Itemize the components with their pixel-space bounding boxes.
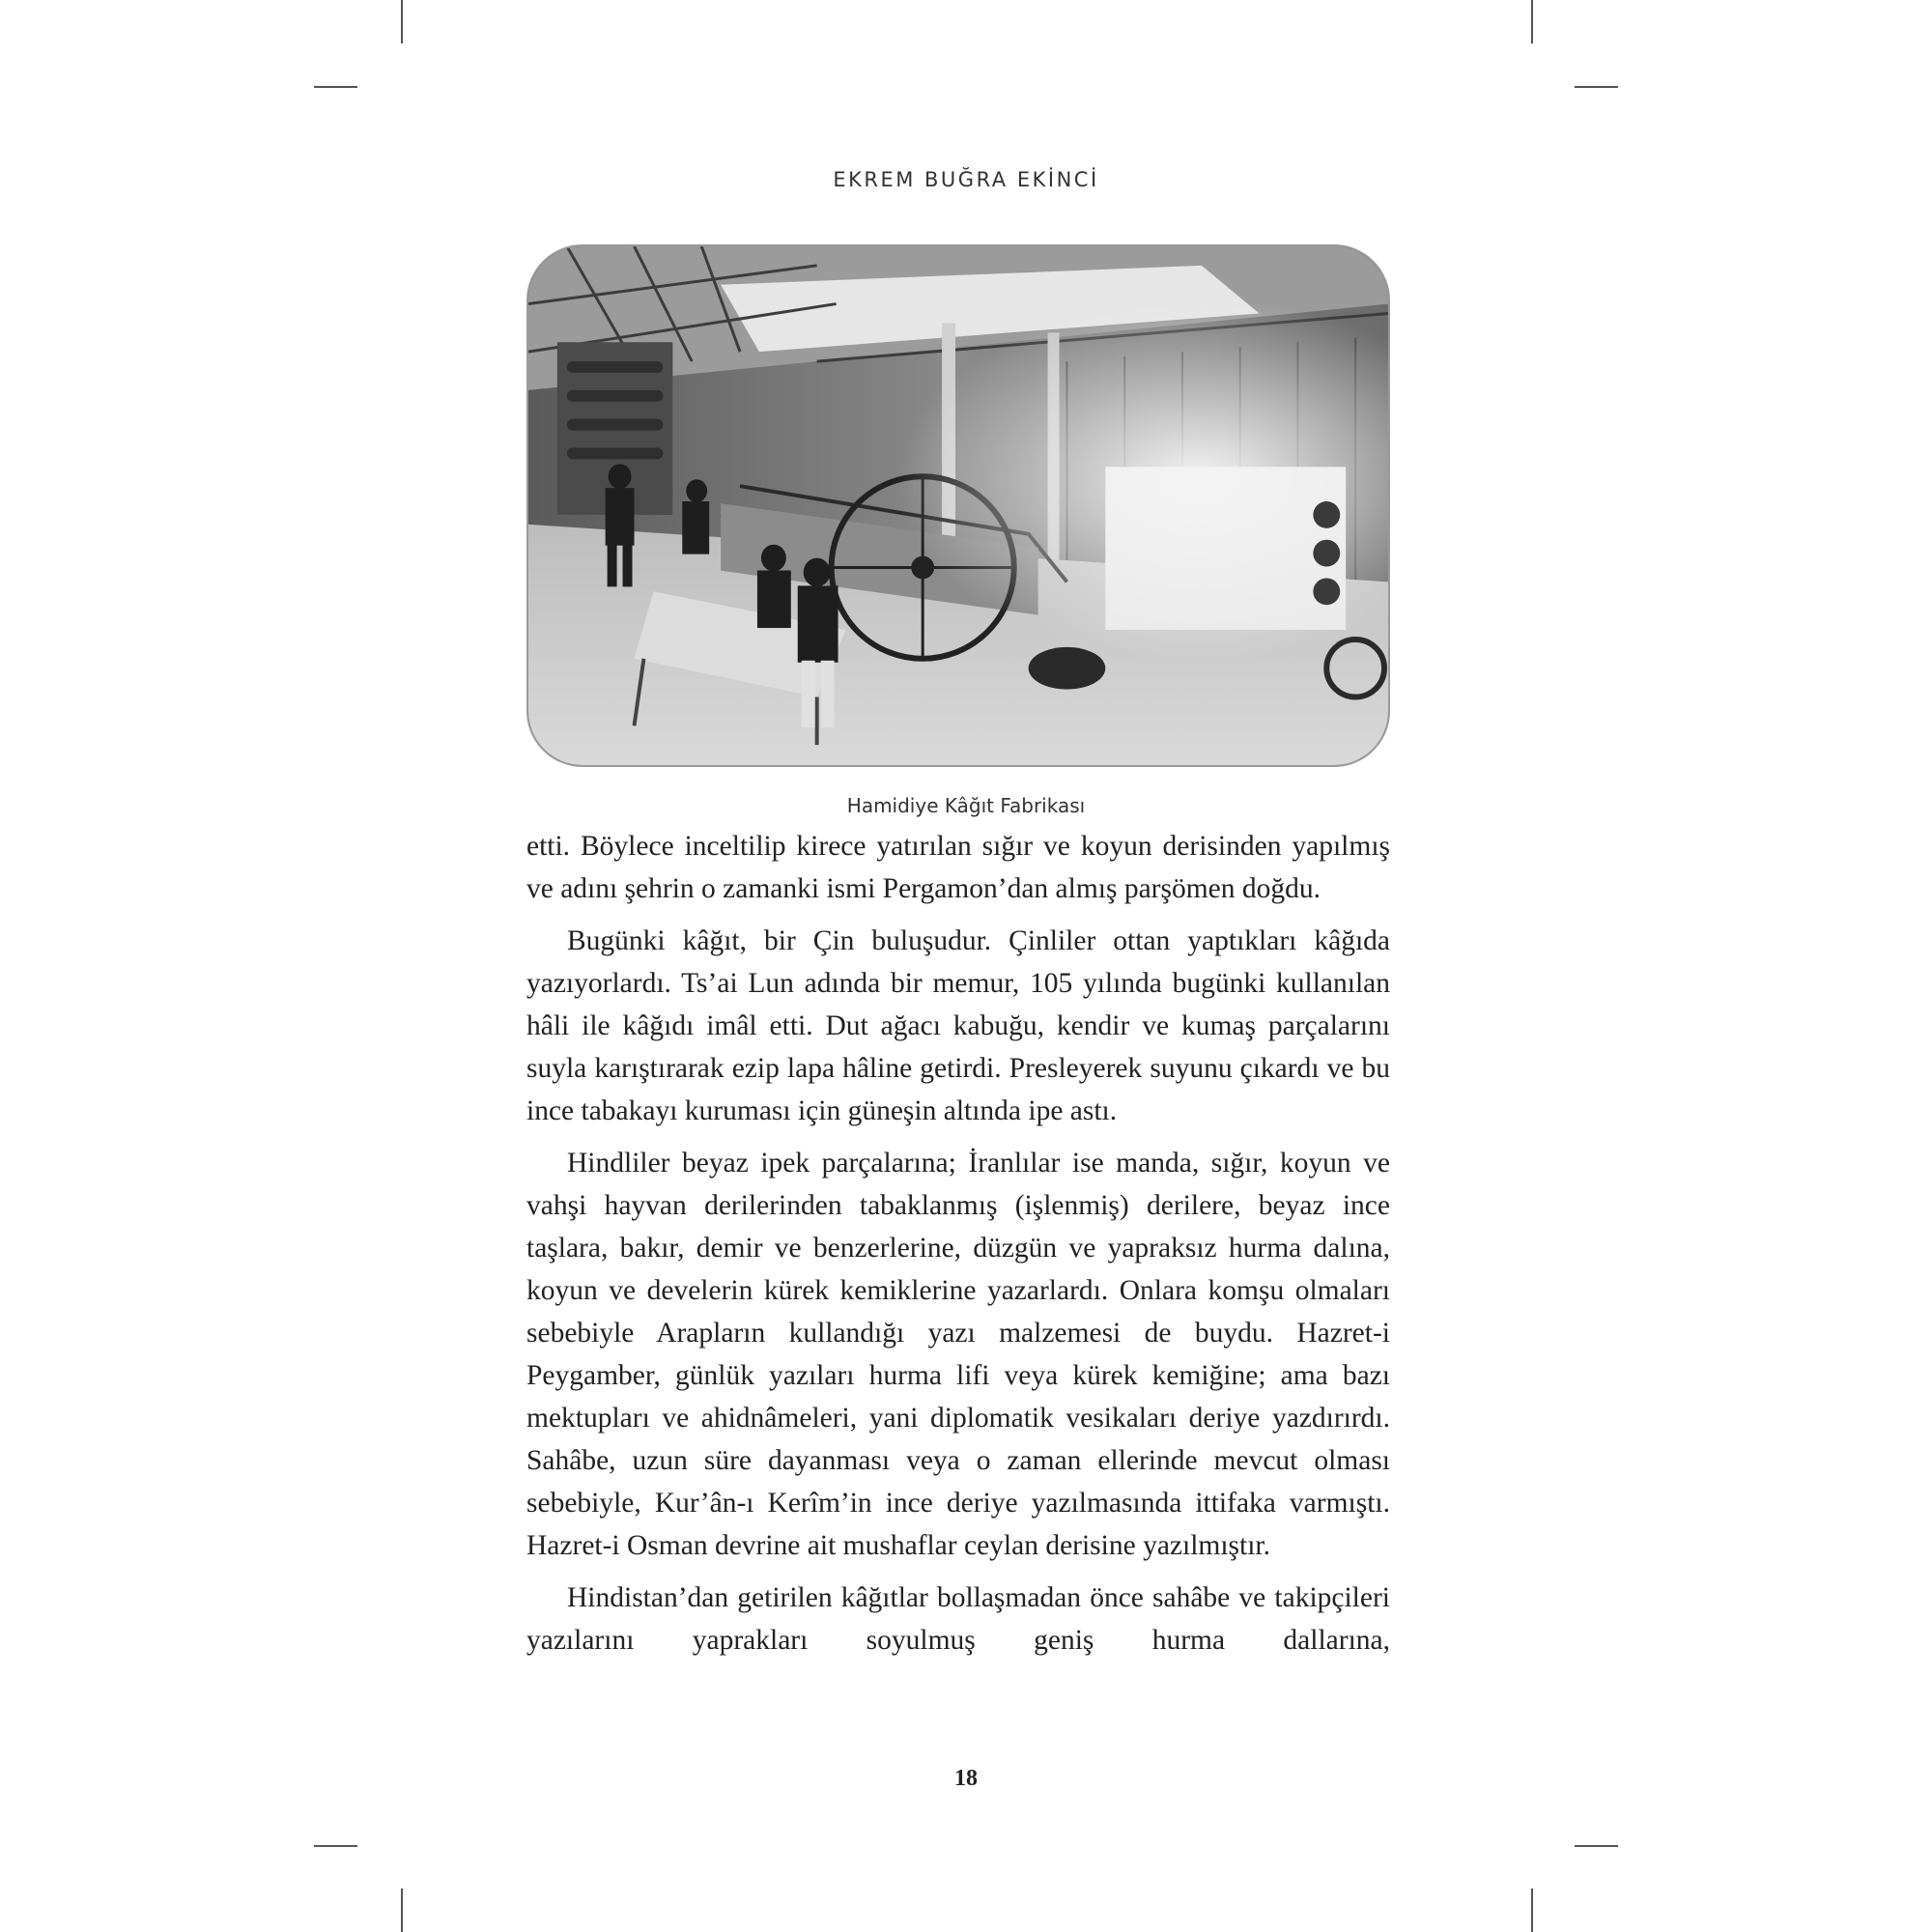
crop-mark-top-left <box>401 0 403 43</box>
page-number: 18 <box>954 1766 978 1791</box>
factory-photo <box>526 244 1390 767</box>
paragraph-4: Hindistan’dan getirilen kâğıtlar bollaşmadan önce sahâbe ve takipçileri yazılarını yaprakları soyulmuş geniş hurma dallarına, <box>526 1582 1390 1656</box>
crop-mark-bottom-right <box>1531 1889 1533 1932</box>
crop-mark-right-bottom <box>1575 1845 1618 1847</box>
paragraph-2: Bugünki kâğıt, bir Çin buluşudur. Çinliler ottan yaptıkları kâğıda yazıyorlardı. Ts’ai Lun adında bir memur, 105 yılında bugünki kullanılan hâli ile kâğıdı imâl etti. Dut ağacı kabuğu, kendir ve kumaş parçalarını suyla karıştırarak ezip lapa hâline getirdi. Presleyerek suyunu çıkardı ve bu ince tabakayı kuruması için güneşin altında ipe astı. <box>526 925 1390 1126</box>
running-head: EKREM BUĞRA EKİNCİ <box>833 168 1099 191</box>
factory-photo-illustration <box>528 246 1388 765</box>
crop-mark-left-top <box>314 86 357 88</box>
paragraph-3: Hindliler beyaz ipek parçalarına; İranlılar ise manda, sığır, koyun ve vahşi hayvan derilerinden tabaklanmış (işlenmiş) derilere, beyaz ince taşlara, bakır, demir ve benzerlerine, düzgün ve yapraksız hurma dalına, koyun ve develerin kürek kemiklerine yazarlardı. Onlara komşu olmaları sebebiyle Arapların kullandığı yazı malzemesi de buydu. Hazret-i Peygamber, günlük yazıları hurma lifi veya kürek kemiğine; ama bazı mektupları ve ahidnâmeleri, yani diplomatik vesikaları deriye yazdırırdı. Sahâbe, uzun süre dayanması veya o zaman ellerinde mevcut olması sebebiyle, Kur’ân-ı Kerîm’in ince deriye yazılmasında ittifaka varmıştı. Hazret-i Osman devrine ait mushaflar ceylan derisine yazılmıştır. <box>526 1148 1390 1561</box>
figure-caption: Hamidiye Kâğıt Fabrikası <box>846 794 1086 817</box>
paragraph-1: etti. Böylece inceltilip kirece yatırılan sığır ve koyun derisinden yapılmış ve adını şehrin o zamanki ismi Pergamon’dan almış parşömen doğdu. <box>526 831 1390 904</box>
crop-mark-left-bottom <box>314 1845 357 1847</box>
crop-mark-top-right <box>1531 0 1533 43</box>
crop-mark-right-top <box>1575 86 1618 88</box>
crop-mark-bottom-left <box>401 1889 403 1932</box>
body-text <box>526 825 1390 1671</box>
